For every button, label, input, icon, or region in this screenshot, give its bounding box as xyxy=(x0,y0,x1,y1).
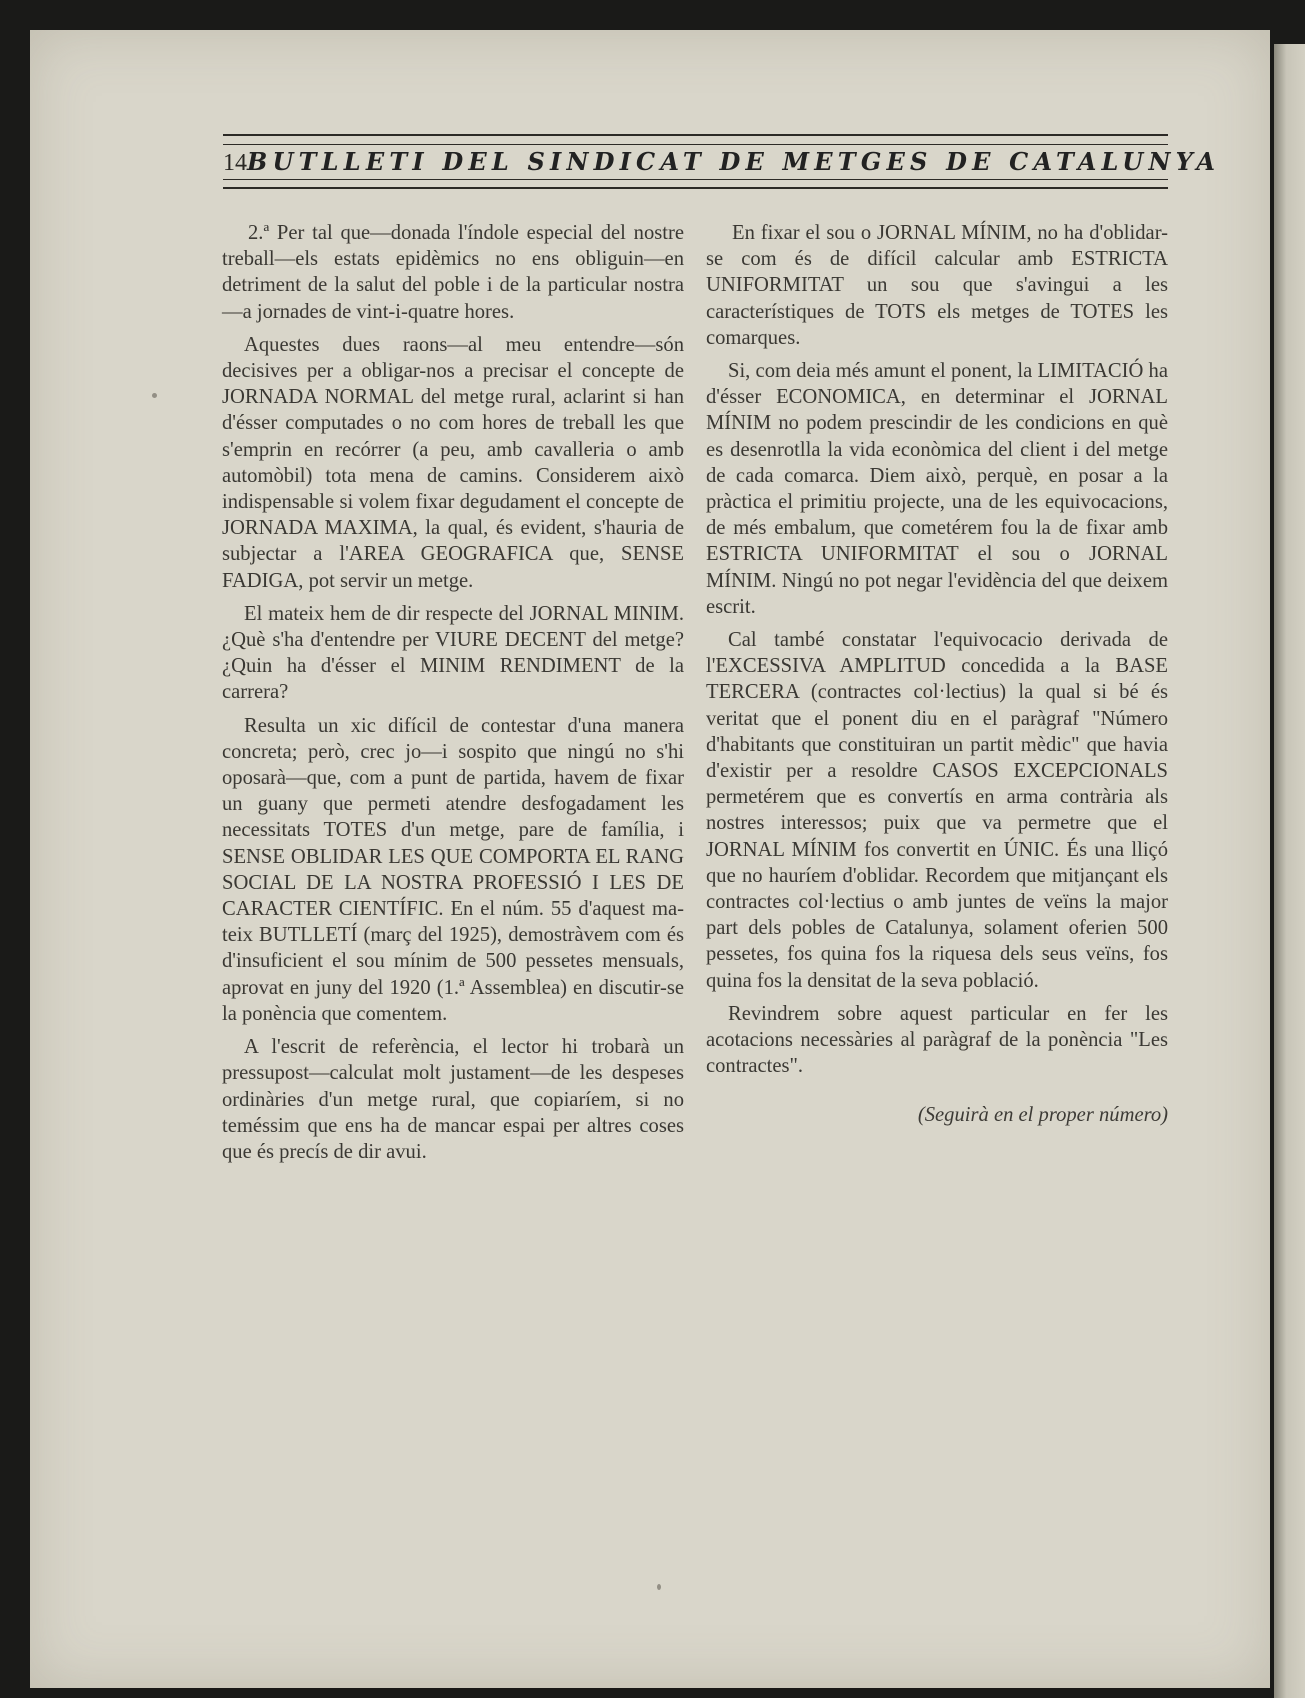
paragraph: Cal també constatar l'equivocacio derivada de l'EXCESSIVA AMPLITUD concedida a la BASE TERCERA (contractes col·lectius) la qual si bé és veritat que el ponent diu en el paràgraf "Número d'habitants que constituiran un partit mèdic" que havia d'existir per a resoldre CASOS EXCEPCIONALS permetérem que es convertís en arma contrària als nostres interessos; puix que va permetre que el JORNAL MÍNIM fos convertit en ÚNIC. És una lliçó que no hauríem d'oblidar. Recordem que mitjançant els contractes col·lectius o amb juntes de veïns la major part dels pobles de Catalunya, solament oferien 500 pessetes, fos quina fos la riquesa dels seus veïns, fos quina fos la densitat de la seva població. xyxy=(706,629,1168,992)
header-rule-bottom xyxy=(223,179,1168,189)
paragraph: Revindrem sobre aquest particular en fer les acotacions necessàries al paràgraf de la ponència "Les contractes". xyxy=(706,1002,1168,1078)
paragraph: Resulta un xic difícil de contestar d'una manera concreta; però, crec jo—i sospito que ningú no s'hi oposarà—que, com a punt de partida, havem de fixar un guany que permeti atendre desfogadament les necessitats TOTES d'un metge, pare de família, i SENSE OBLIDAR LES QUE COMPORTA EL RANG SOCIAL DE LA NOSTRA PROFESSIÓ I LES DE CARACTER CIENTÍFIC. En el núm. 55 d'aquest mateix BUTLLETÍ (març del 1925), demostràvem com és d'insuficient el sou mínim de 500 pessetes mensuals, aprovat en juny del 1920 (1.ª Assemblea) en discutir-se la ponència que comentem. xyxy=(222,714,684,1025)
paragraph: 2.ª Per tal que—donada l'índole especial del nostre treball—els estats epidèmics no ens obliguin—en detriment de la salut del poble i de la particular nostra—a jornades de vint-i-quatre hores. xyxy=(222,222,684,323)
header-line xyxy=(223,145,1221,179)
left-column xyxy=(222,220,684,1172)
page-number: 14 xyxy=(223,150,247,176)
next-page-edge xyxy=(1274,44,1305,1698)
page-header xyxy=(223,134,1221,189)
paragraph: El mateix hem de dir respecte del JORNAL MINIM. ¿Què s'ha d'entendre per VIURE DECENT del metge? ¿Quin ha d'ésser el MINIM RENDIMENT de la carrera? xyxy=(222,602,684,704)
paragraph: Si, com deia més amunt el ponent, la LIMITACIÓ ha d'ésser ECONOMICA, en determinar el JORNAL MÍNIM no podem prescindir de les condicions en què es desenrotlla la vida econòmica del client i del metge de cada comarca. Diem això, perquè, en posar a la pràctica el primitiu projecte, una de les equivocacions, de més embalum, que cometérem fou la de fixar amb ESTRICTA UNIFORMITAT el sou o JORNAL MÍNIM. Ningú no pot negar l'evidència del que deixem escrit. xyxy=(706,360,1168,618)
right-column xyxy=(706,220,1168,1128)
ink-speck xyxy=(152,393,157,398)
paragraph: En fixar el sou o JORNAL MÍNIM, no ha d'oblidar-se com és de difícil calcular amb ESTRICTA UNIFORMITAT un sou que s'avingui a les característiques de TOTS els metges de TOTES les comarques. xyxy=(706,222,1168,349)
ink-speck xyxy=(657,1584,661,1590)
running-head: BUTLLETI DEL SINDICAT DE METGES DE CATALUNYA xyxy=(247,147,1221,176)
paragraph: A l'escrit de referència, el lector hi trobarà un pressupost—calculat molt justament—de les despeses ordinàries d'un metge rural, que copiaríem, si no teméssim que ens ha de mancar espai per altres coses que és precís de dir avui. xyxy=(222,1036,684,1163)
header-rule-top xyxy=(223,134,1168,145)
continuation-note: (Seguirà en el proper número) xyxy=(917,1103,1168,1126)
paragraph: Aquestes dues raons—al meu entendre—són decisives per a obligar-nos a precisar el concepte de JORNADA NORMAL del metge rural, aclarint si han d'ésser computades o no com hores de treball les que s'emprin en recórrer (a peu, amb cavalleria o amb automòbil) tota mena de camins. Considerem això indispensable si volem fixar degudament el concepte de JORNADA MAXIMA, la qual, és evident, s'hauria de subjectar a l'AREA GEOGRAFICA que, SENSE FADIGA, pot servir un metge. xyxy=(222,333,684,592)
